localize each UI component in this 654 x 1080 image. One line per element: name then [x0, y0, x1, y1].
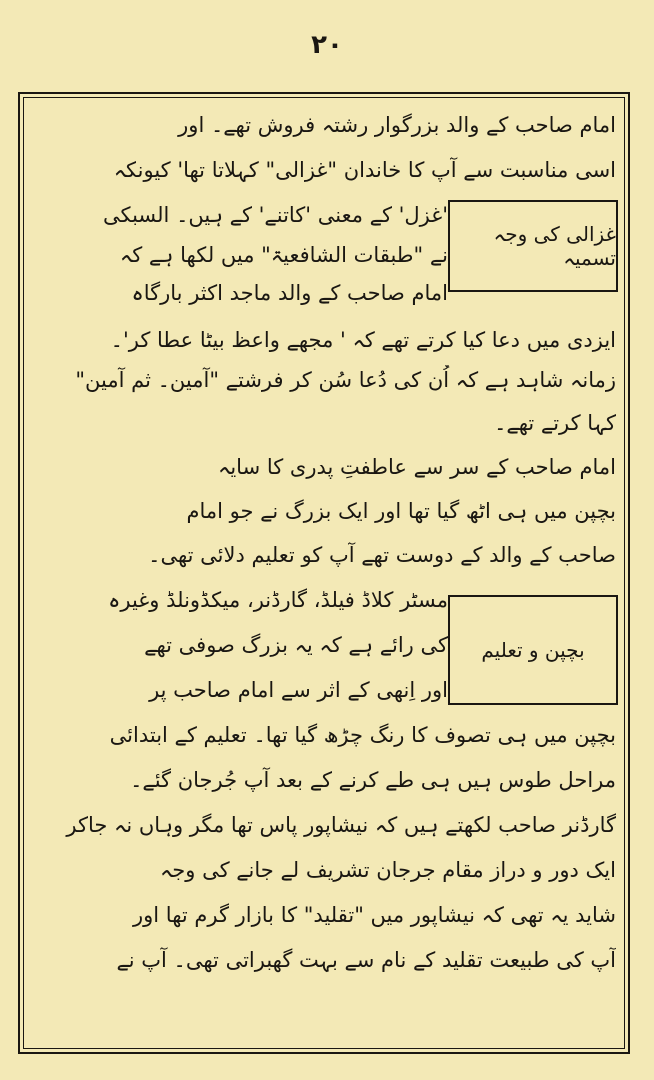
page-number: ۲۰	[311, 30, 343, 60]
text-line: بچپن میں ہی اٹھ گیا تھا اور ایک بزرگ نے جو امام	[186, 499, 616, 523]
text-line: زمانہ شاہد ہے کہ اُن کی دُعا سُن کر فرشتے "آمین۔ ثم آمین"	[75, 368, 616, 392]
text-line: مسٹر کلاڈ فیلڈ، گارڈنر، میکڈونلڈ وغیرہ	[108, 588, 448, 612]
text-line: اسی مناسبت سے آپ کا خاندان "غزالی" کہلاتا تھا' کیونکہ	[113, 158, 616, 182]
text-line: کہا کرتے تھے۔	[494, 411, 616, 435]
text-line: کی رائے ہے کہ یہ بزرگ صوفی تھے	[144, 633, 448, 657]
text-line: نے "طبقات الشافعیۃ" میں لکھا ہے کہ	[119, 243, 448, 267]
text-line: گارڈنر صاحب لکھتے ہیں کہ نیشاپور پاس تھا مگر وہاں نہ جاکر	[66, 813, 616, 837]
text-line: امام صاحب کے والد ماجد اکثر بارگاہ	[131, 281, 448, 305]
text-line: ایک دور و دراز مقام جرجان تشریف لے جانے کی وجہ	[159, 858, 616, 882]
text-line: امام صاحب کے سر سے عاطفتِ پدری کا سایہ	[218, 455, 616, 479]
text-line: اور اِنھی کے اثر سے امام صاحب پر	[149, 678, 448, 702]
text-line: امام صاحب کے والد بزرگوار رشتہ فروش تھے۔ اور	[178, 113, 616, 137]
text-line: بچپن میں ہی تصوف کا رنگ چڑھ گیا تھا۔ تعلیم کے ابتدائی	[109, 723, 616, 747]
text-line: صاحب کے والد کے دوست تھے آپ کو تعلیم دلائی تھی۔	[148, 543, 616, 567]
text-line: شاید یہ تھی کہ نیشاپور میں "تقلید" کا بازار گرم تھا اور	[133, 903, 616, 927]
text-line: ایزدی میں دعا کیا کرتے تھے کہ ' مجھے واعظ بیٹا عطا کر'۔	[110, 328, 616, 352]
text-line: آپ کی طبیعت تقلید کے نام سے بہت گھبراتی تھی۔ آپ نے	[116, 948, 616, 972]
sidebar-heading-ghazali-naming: غزالی کی وجہ تسمیہ	[448, 200, 618, 292]
text-line: مراحل طوس ہیں ہی طے کرنے کے بعد آپ جُرجان گئے۔	[130, 768, 616, 792]
sidebar-heading-childhood-education: بچپن و تعلیم	[448, 595, 618, 705]
text-line: 'غزل' کے معنی 'کاتنے' کے ہیں۔ السبکی	[102, 203, 448, 227]
